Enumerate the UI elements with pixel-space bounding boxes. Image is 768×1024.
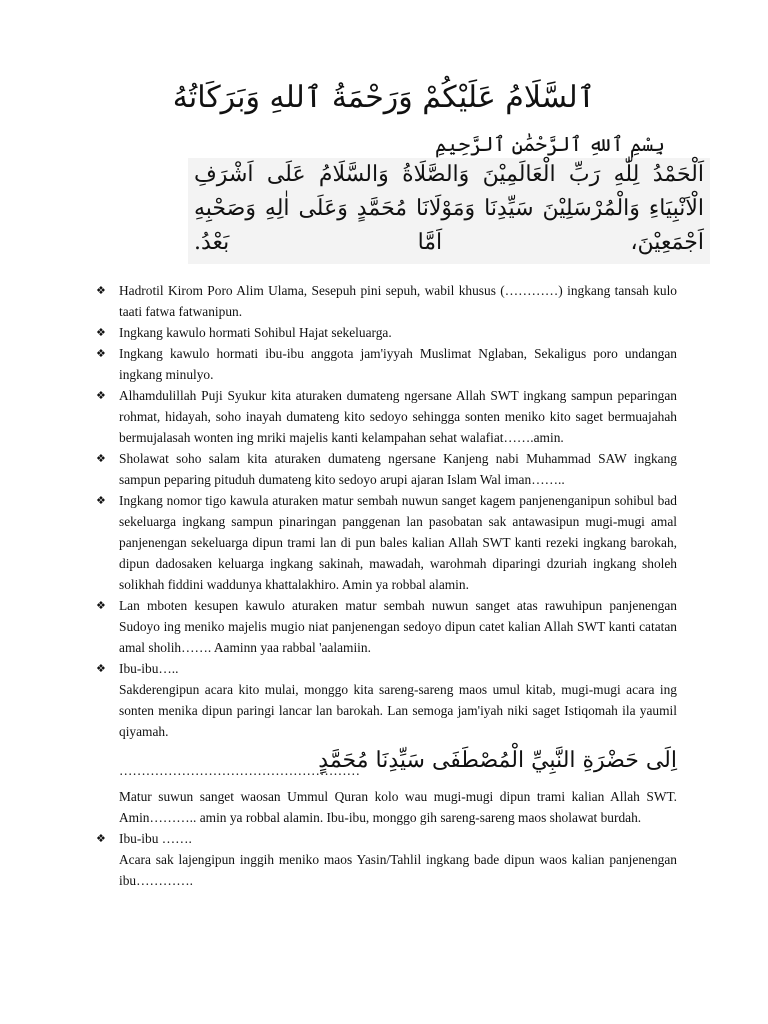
diamond-bullet-icon: ❖ (96, 662, 106, 675)
list-item-text: Hadrotil Kirom Poro Alim Ulama, Sesepuh pini sepuh, wabil khusus (…………) ingkang tansah kulo taati fatwa fatwanipun. (119, 283, 677, 319)
paragraph-umul-kitab: Sakderengipun acara kito mulai, monggo kita sareng-sareng maos umul kitab, mugi-mugi acara ing sonten menika dipun paringi lancar lan barokah. Lan semoga jam'iyah niki saget Istiqomah ila yaumil qiyamah. (119, 682, 677, 739)
list-item-text: Ingkang nomor tigo kawula aturaken matur sembah nuwun sanget kagem panjenenganipun sohibul bad sekeluarga ingkang sampun pinaringan panggenan lan pasobatan sak antawasipun mugi-mugi amal panjenengan sekeluarga dipun trami lan di pun bales kalian Allah SWT kanti rezeki ingkang barokah, dipun dadosaken keluarga ingkang sakinah, mawadah, warohmah diparingi dzuriah ingkang sholeh solikhah fiddini waddunya khattalakhiro. Amin ya robbal alamin. (119, 493, 677, 592)
list-item-text: Alhamdulillah Puji Syukur kita aturaken dumateng ngersane Allah SWT ingkang sampun peparingan rohmat, hidayah, soho inayah dumateng kito sedoyo sehingga sonten meniko kito saget bermuajahah bermujalasah wonten ing mriki majelis kanti kelampahan sehat walafiat…….amin. (119, 388, 677, 445)
diamond-bullet-icon: ❖ (96, 494, 106, 507)
diamond-bullet-icon: ❖ (96, 326, 106, 339)
list-item-text: Ibu-ibu ……. (119, 831, 192, 846)
list-item (96, 280, 677, 322)
paragraph-yasin: Acara sak lajengipun inggih meniko maos Yasin/Tahlil ingkang bade dipun waos kalian panjenengan ibu…………. (119, 852, 677, 888)
list-item-text: Sholawat soho salam kita aturaken dumateng ngersane Kanjeng nabi Muhammad SAW ingkang sampun peparing pituduh dumateng kito sedoyo arupi ajaran Islam Wal iman…….. (119, 451, 677, 487)
list-item (96, 322, 677, 343)
list-item-text: Ingkang kawulo hormati Sohibul Hajat sekeluarga. (119, 325, 392, 340)
list-item (96, 490, 677, 595)
diamond-bullet-icon: ❖ (96, 389, 106, 402)
speech-body (96, 280, 677, 891)
diamond-bullet-icon: ❖ (96, 599, 106, 612)
dotted-fill: ……………………………………………… (119, 763, 361, 778)
hamdalah-block: اَلْحَمْدُ لِلّٰهِ رَبِّ الْعَالَمِيْنَ وَالصَّلَاةُ وَالسَّلَامُ عَلَى اَشْرَفِ الْاَنْبِيَاءِ وَالْمُرْسَلِيْنَ سَيِّدِنَا وَمَوْلَانَا مُحَمَّدٍ وَعَلَى اٰلِهِ وَصَحْبِهِ اَجْمَعِيْنَ، اَمَّا بَعْدُ. (188, 158, 710, 264)
diamond-bullet-icon: ❖ (96, 347, 106, 360)
list-item (96, 658, 677, 679)
list-item (96, 828, 677, 849)
list-item (96, 595, 677, 658)
list-item (96, 385, 677, 448)
diamond-bullet-icon: ❖ (96, 284, 106, 297)
basmala-calligraphy: بِسْمِ ٱللهِ ٱلرَّحْمَٰنِ ٱلرَّحِيمِ (434, 132, 665, 156)
diamond-bullet-icon: ❖ (96, 832, 106, 845)
paragraph-sholawat: Matur suwun sanget waosan Ummul Quran kolo wau mugi-mugi dipun trami kalian Allah SWT. Amin……….. amin ya robbal alamin. Ibu-ibu, monggo gih sareng-sareng maos sholawat burdah. (119, 789, 677, 825)
hadrah-line (96, 742, 677, 786)
diamond-bullet-icon: ❖ (96, 452, 106, 465)
list-item (96, 343, 677, 385)
salam-calligraphy: ٱلسَّلَامُ عَلَيْكُمْ وَرَحْمَةُ ٱللهِ وَبَرَكَاتُهُ (172, 80, 596, 115)
list-item-text: Lan mboten kesupen kawulo aturaken matur sembah nuwun sanget atas rawuhipun panjenengan Sudoyo ing meniko majelis mugio niat panjenengan sedoyo dipun catet kalian Allah SWT kanti catatan amal sholih……. Aaminn yaa rabbal 'aalamiin. (119, 598, 677, 655)
list-item (96, 448, 677, 490)
hadrah-arabic-text: اِلَى حَضْرَةِ النَّبِيِّ الْمُصْطَفَى سَيِّدِنَا مُحَمَّدٍ (318, 748, 677, 773)
list-item-text: Ibu-ibu….. (119, 661, 179, 676)
list-item-text: Ingkang kawulo hormati ibu-ibu anggota jam'iyyah Muslimat Nglaban, Sekaligus poro undangan ingkang minulyo. (119, 346, 677, 382)
